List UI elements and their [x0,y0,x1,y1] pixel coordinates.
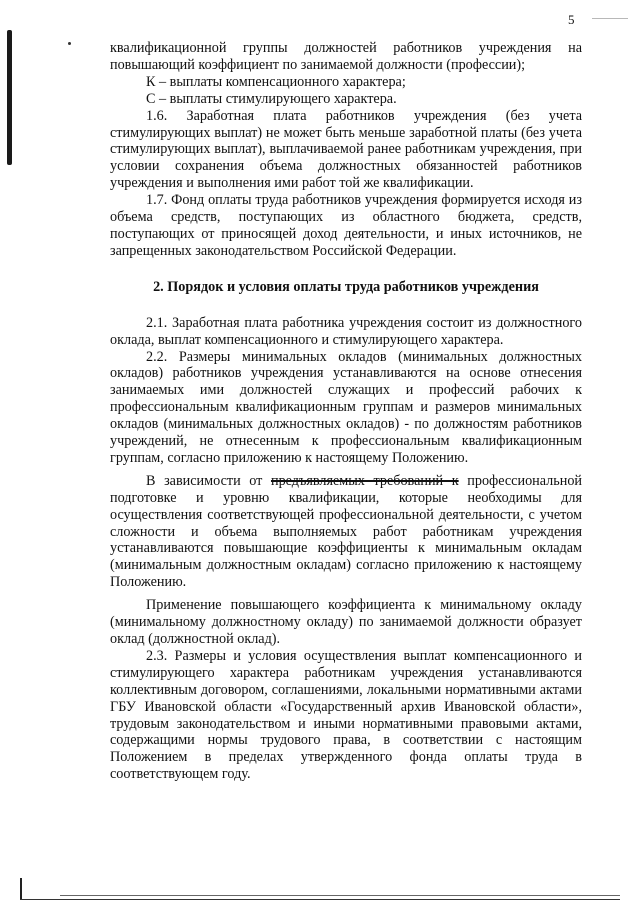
paragraph-1-7: 1.7. Фонд оплаты труда работников учреждения формируется исходя из объема средств, поступающих из областного бюджета, средств, поступающих от приносящей доход деятельности, и иных источников, не запрещенных законодательством Российской Федерации. [110,192,582,259]
paragraph-1-6: 1.6. Заработная плата работников учреждения (без учета стимулирующих выплат) не может быть меньше заработной платы (без учета стимулирующих выплат), выплачиваемой ранее работникам учреждения, при условии сохранения объема должностных обязанностей работников учреждения и выполнения ими работ той же квалификации. [110,107,582,192]
frame-inner-line [60,895,620,896]
paragraph-text: профессиональной подготовке и уровню квалификации, которые необходимы для осуществления соответствующей профессиональной деятельности, с учетом сложности и объема выполняемых работ работникам учреждения устанавливаются повышающие коэффициенты к минимальным окладам (минимальным должностным окладам) согласно приложению к настоящему Положению. [110,472,583,591]
paragraph-text: В зависимости от [146,472,271,489]
paragraph-qualification-coefficients [110,473,582,591]
frame-bottom-edge [20,899,620,900]
paragraph-continuation: квалификационной группы должностей работников учреждения на повышающий коэффициент по занимаемой должности (профессии); [110,40,582,73]
scan-speck [68,42,71,45]
bottom-scan-frame [20,878,620,900]
struck-through-text: предъявляемых требований к [270,472,459,489]
paragraph-2-1: 2.1. Заработная плата работника учреждения состоит из должностного оклада, выплат компенсационного и стимулирующего характера. [110,314,582,348]
scan-artifact-line [592,18,628,19]
frame-left-edge [20,878,22,900]
paragraph-c-definition: С – выплаты стимулирующего характера. [146,90,397,107]
document-body [110,40,582,783]
paragraph-coefficient-application: Применение повышающего коэффициента к минимальному окладу (минимальному должностному окладу) по занимаемой должности образует оклад (должностной оклад). [110,597,582,647]
paragraph-2-3: 2.3. Размеры и условия осуществления выплат компенсационного и стимулирующего характера работникам учреждения устанавливаются коллективным договором, соглашениями, локальными нормативными актами ГБУ Ивановской области «Государственный архив Ивановской области», трудовым законодательством и иными нормативными правовыми актами, содержащими нормы трудового права, в соответствии с настоящим Положением в пределах утвержденного фонда оплаты труда в соответствующем году. [110,647,582,783]
section-heading: 2. Порядок и условия оплаты труда работников учреждения [153,278,539,295]
page-number: 5 [568,12,575,27]
paragraph-2-2: 2.2. Размеры минимальных окладов (минимальных должностных окладов) работников учреждения устанавливаются на основе отнесения занимаемых ими должностей служащих и профессий рабочих к профессиональным квалификационным группам и размеров минимальных окладов (минимальных должностных окладов) - по должностям работников учреждений, не отнесенным к профессиональным квалификационным группам, согласно приложению к настоящему Положению. [110,348,582,466]
paragraph-k-definition: К – выплаты компенсационного характера; [146,73,406,90]
binding-edge-mark [7,30,12,165]
